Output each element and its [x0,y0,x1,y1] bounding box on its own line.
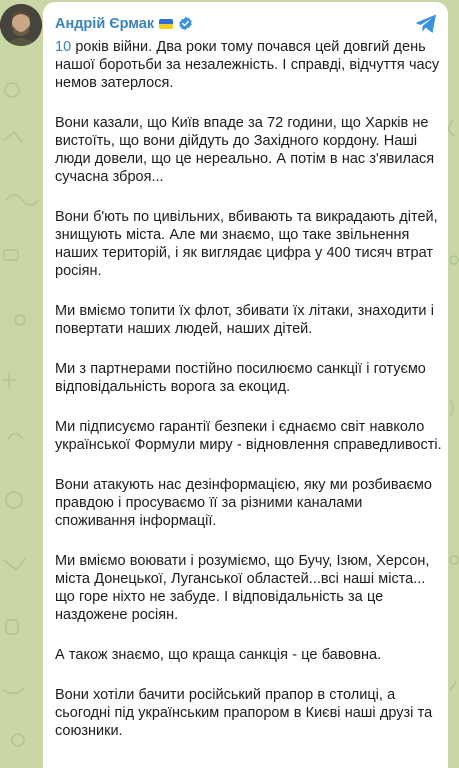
message-paragraph-10: Вони хотіли бачити російський прапор в столиці, а сьогодні під українським прапором в Києві наші друзі та союзники. [55,687,433,739]
message-paragraph-2: Вони казали, що Київ впаде за 72 години, що Харків не вистоїть, що вони дійдуть до Західного кордону. Наші люди довели, що це нереально. А потім в нас з'явилася сучасна зброя... [55,115,435,185]
message-paragraph-1: 10 років війни. Два роки тому почався цей довгий день нашої боротьби за незалежність. І справді, відчуття часу немов затерлося. [55,39,440,91]
ukraine-flag-icon [159,19,173,29]
highlighted-number[interactable]: 10 [55,39,72,55]
message-paragraph-7: Вони атакують нас дезінформацією, яку ми розбиваємо правдою і просуваємо її за різними каналами споживання інформації. [55,477,432,529]
message-paragraph-6: Ми підписуємо гарантії безпеки і єднаємо світ навколо української Формули миру - відновлення справедливості. [55,419,442,453]
message-paragraph-4: Ми вміємо топити їх флот, збивати їх літаки, знаходити і повертати наших людей, наших дітей. [55,303,434,337]
sender-avatar[interactable] [0,4,42,46]
message-bubble [43,2,448,768]
message-header [55,13,436,34]
verified-badge-icon [178,16,193,31]
sender-name[interactable]: Андрій Єрмак [55,15,155,32]
message-text [55,38,443,740]
message-paragraph-5: Ми з партнерами постійно посилюємо санкції і готуємо відповідальність ворога за екоцид. [55,361,426,395]
message-paragraph-8: Ми вміємо воювати і розуміємо, що Бучу, Ізюм, Херсон, міста Донецької, Луганської областей...всі наші міста... що горе ніхто не забуде. І відповідальність за це наздожене росіян. [55,553,430,623]
telegram-share-icon[interactable] [414,13,438,35]
message-paragraph-3: Вони б'ють по цивільних, вбивають та викрадають дітей, знищують міста. Але ми знаємо, що таке звільнення наших територій, і як виглядає цифра у 400 тисяч втрат росіян. [55,209,438,279]
message-paragraph-9: А також знаємо, що краща санкція - це бавовна. [55,647,382,663]
